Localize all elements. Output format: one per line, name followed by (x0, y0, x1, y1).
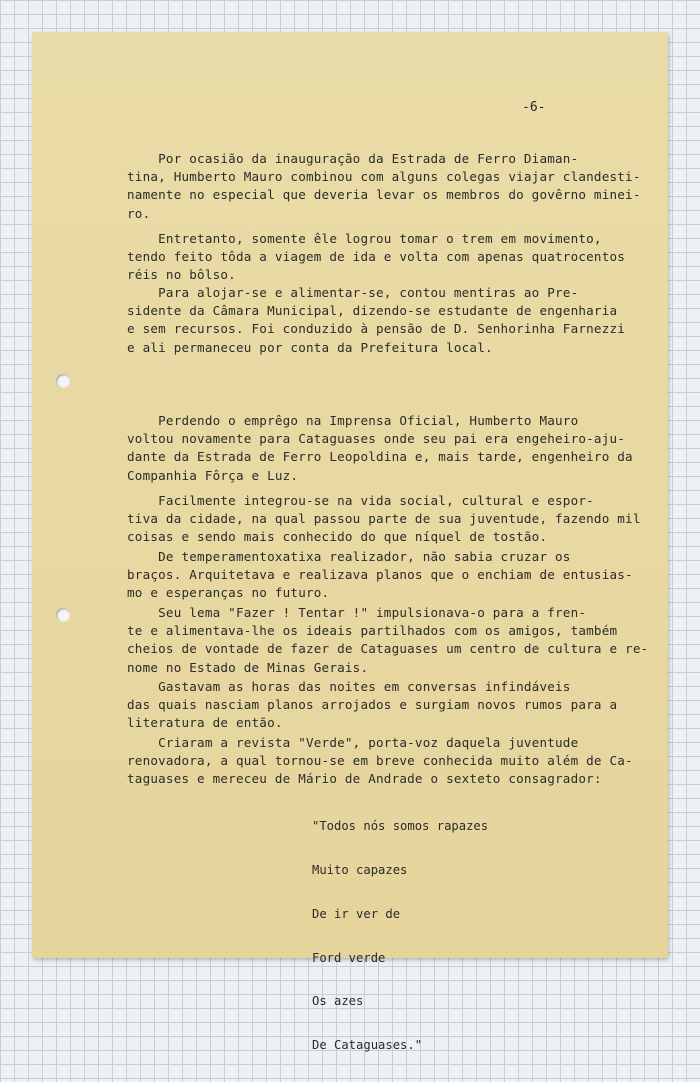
page-number: -6- (522, 100, 546, 115)
poem-line: Ford verde (312, 950, 386, 965)
poem-line: "Todos nós somos rapazes (312, 819, 489, 834)
poem-line: De Cataguases." (312, 1038, 423, 1053)
paragraph-line: Para alojar-se e alimentar-se, contou mentiras ao Pre- (127, 285, 579, 300)
paragraph-line: braços. Arquitetava e realizava planos que o enchiam de entusias- (127, 567, 633, 583)
paragraph-line: tina, Humberto Mauro combinou com alguns colegas viajar clandesti- (127, 169, 641, 185)
paragraph-line: voltou novamente para Cataguases onde seu pai era engeheiro-aju- (127, 431, 626, 447)
poem-line: Muito capazes (312, 862, 408, 877)
poem-quote (312, 790, 488, 1082)
paragraph-line: Gastavam as horas das noites em conversas infindáveis (127, 679, 571, 694)
punch-hole (56, 608, 70, 622)
paragraph-line: das quais nasciam planos arrojados e surgiam novos rumos para a (127, 697, 618, 713)
punch-hole (56, 374, 70, 388)
poem-line: Os azes (312, 994, 364, 1009)
paragraph-line: cheios de vontade de fazer de Cataguases um centro de cultura e re- (127, 641, 649, 657)
paragraph-line: tiva da cidade, na qual passou parte de sua juventude, fazendo mil (127, 511, 641, 527)
paragraph-line: Companhia Fôrça e Luz. (127, 467, 299, 483)
paragraph-line: e ali permaneceu por conta da Prefeitura local. (127, 339, 493, 355)
paragraph-line: Por ocasião da inauguração da Estrada de Ferro Diaman- (127, 151, 579, 166)
paragraph-line: Perdendo o emprêgo na Imprensa Oficial, Humberto Mauro (127, 413, 579, 428)
paragraph-line: coisas e sendo mais conhecido do que níquel de tostão. (127, 529, 548, 545)
paragraph-line: Criaram a revista "Verde", porta-voz daquela juventude (127, 735, 579, 750)
typewritten-page (32, 32, 668, 1053)
paragraph-line: dante da Estrada de Ferro Leopoldina e, mais tarde, engenheiro da (127, 449, 633, 465)
paragraph-line: Seu lema "Fazer ! Tentar !" impulsionava-o para a fren- (127, 605, 587, 620)
poem-line: De ir ver de (312, 906, 401, 921)
paragraph-line: te e alimentava-lhe os ideais partilhados com os amigos, também (127, 623, 618, 639)
paragraph-line: mo e esperanças no futuro. (127, 585, 330, 601)
paragraph-line: De temperamentoxatixa realizador, não sabia cruzar os (127, 549, 571, 564)
paragraph-line: e sem recursos. Foi conduzido à pensão de D. Senhorinha Farnezzi (127, 321, 626, 337)
paragraph-line: Entretanto, somente êle logrou tomar o trem em movimento, (127, 231, 602, 246)
paragraph-line: tendo feito tôda a viagem de ida e volta com apenas quatrocentos (127, 249, 626, 265)
paragraph-line: nome no Estado de Minas Gerais. (127, 659, 369, 675)
paragraph-line: taguases e mereceu de Mário de Andrade o sexteto consagrador: (127, 771, 602, 787)
paragraph-line: sidente da Câmara Municipal, dizendo-se estudante de engenharia (127, 303, 618, 319)
paragraph-line: réis no bôlso. (127, 267, 236, 283)
paragraph-line: renovadora, a qual tornou-se em breve conhecida muito além de Ca- (127, 753, 633, 769)
paragraph-line: literatura de então. (127, 715, 283, 731)
paragraph-line: namente no especial que deveria levar os membros do govêrno minei- (127, 187, 641, 203)
paragraph-line: ro. (127, 205, 151, 221)
paragraph-line: Facilmente integrou-se na vida social, cultural e espor- (127, 493, 594, 508)
